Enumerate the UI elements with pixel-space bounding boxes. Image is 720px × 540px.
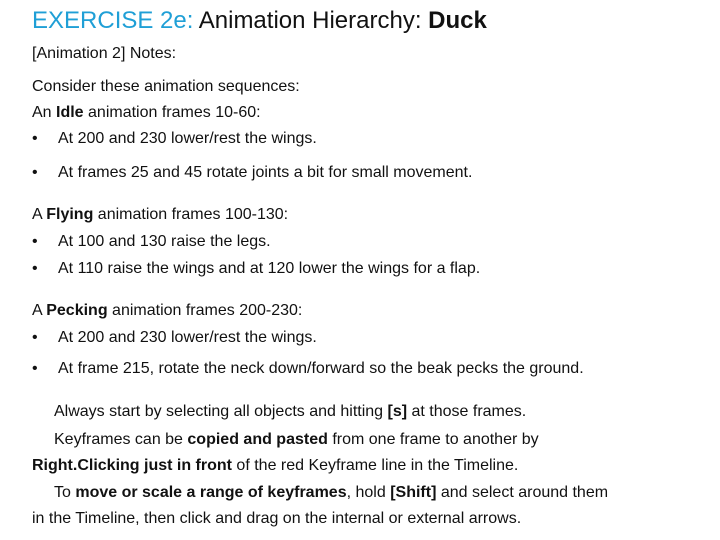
tip-bold: move or scale a range of keyframes [75, 484, 347, 501]
tip-start-keyframes [32, 401, 526, 423]
tip-bold: Right.Clicking just in front [32, 457, 232, 474]
tip-text: at those frames. [407, 403, 527, 420]
flying-pre: A [32, 206, 47, 223]
idle-name: Idle [56, 104, 84, 121]
bullet-dot: • [32, 329, 38, 346]
idle-post: animation frames 10-60: [83, 104, 261, 121]
intro-text: Consider these animation sequences: [32, 78, 300, 95]
tip-bold: copied and pasted [187, 431, 328, 448]
bullet-text: At frame 215, rotate the neck down/forward so the beak pecks the ground. [58, 360, 584, 377]
bullet-text: At frames 25 and 45 rotate joints a bit for small movement. [58, 164, 473, 181]
notes-heading: [Animation 2] Notes: [32, 45, 177, 62]
title-duck: Duck [428, 7, 487, 34]
tip-text: Always start by selecting all objects and hitting [54, 403, 388, 420]
pecking-heading [32, 300, 302, 322]
title-exercise-label: EXERCISE 2e: [32, 7, 194, 34]
bullet-dot: • [32, 164, 38, 181]
pecking-pre: A [32, 302, 47, 319]
tip-text: of the red Keyframe line in the Timeline. [231, 457, 519, 474]
tip-text: from one frame to another by [327, 431, 539, 448]
title-middle: Animation Hierarchy: [198, 7, 422, 34]
flying-bullet-2 [32, 258, 480, 280]
bullet-text: At 200 and 230 lower/rest the wings. [58, 329, 317, 346]
bullet-dot: • [32, 130, 38, 147]
page-title [32, 4, 487, 38]
pecking-bullet-1 [32, 327, 317, 349]
pecking-bullet-2 [32, 358, 584, 380]
bullet-dot: • [32, 360, 38, 377]
tip-text: Keyframes can be [54, 431, 188, 448]
tip-move-scale-cont: in the Timeline, then click and drag on the internal or external arrows. [32, 510, 522, 527]
tip-text: , hold [346, 484, 391, 501]
bullet-text: At 200 and 230 lower/rest the wings. [58, 130, 317, 147]
tip-move-scale [32, 482, 608, 504]
tip-text: and select around them [436, 484, 609, 501]
bullet-dot: • [32, 260, 38, 277]
flying-bullet-1 [32, 231, 271, 253]
tip-copy-paste-cont [32, 455, 518, 477]
bullet-dot: • [32, 233, 38, 250]
pecking-name: Pecking [46, 302, 108, 319]
flying-post: animation frames 100-130: [93, 206, 289, 223]
tip-text: To [54, 484, 76, 501]
idle-pre: An [32, 104, 57, 121]
idle-bullet-2 [32, 162, 472, 184]
bullet-text: At 110 raise the wings and at 120 lower the wings for a flap. [58, 260, 481, 277]
bullet-text: At 100 and 130 raise the legs. [58, 233, 271, 250]
idle-heading [32, 102, 261, 124]
tip-key: [s] [387, 403, 408, 420]
flying-name: Flying [46, 206, 94, 223]
tip-key: [Shift] [390, 484, 437, 501]
idle-bullet-1 [32, 128, 317, 150]
flying-heading [32, 204, 288, 226]
pecking-post: animation frames 200-230: [107, 302, 303, 319]
tip-copy-paste [32, 429, 539, 451]
